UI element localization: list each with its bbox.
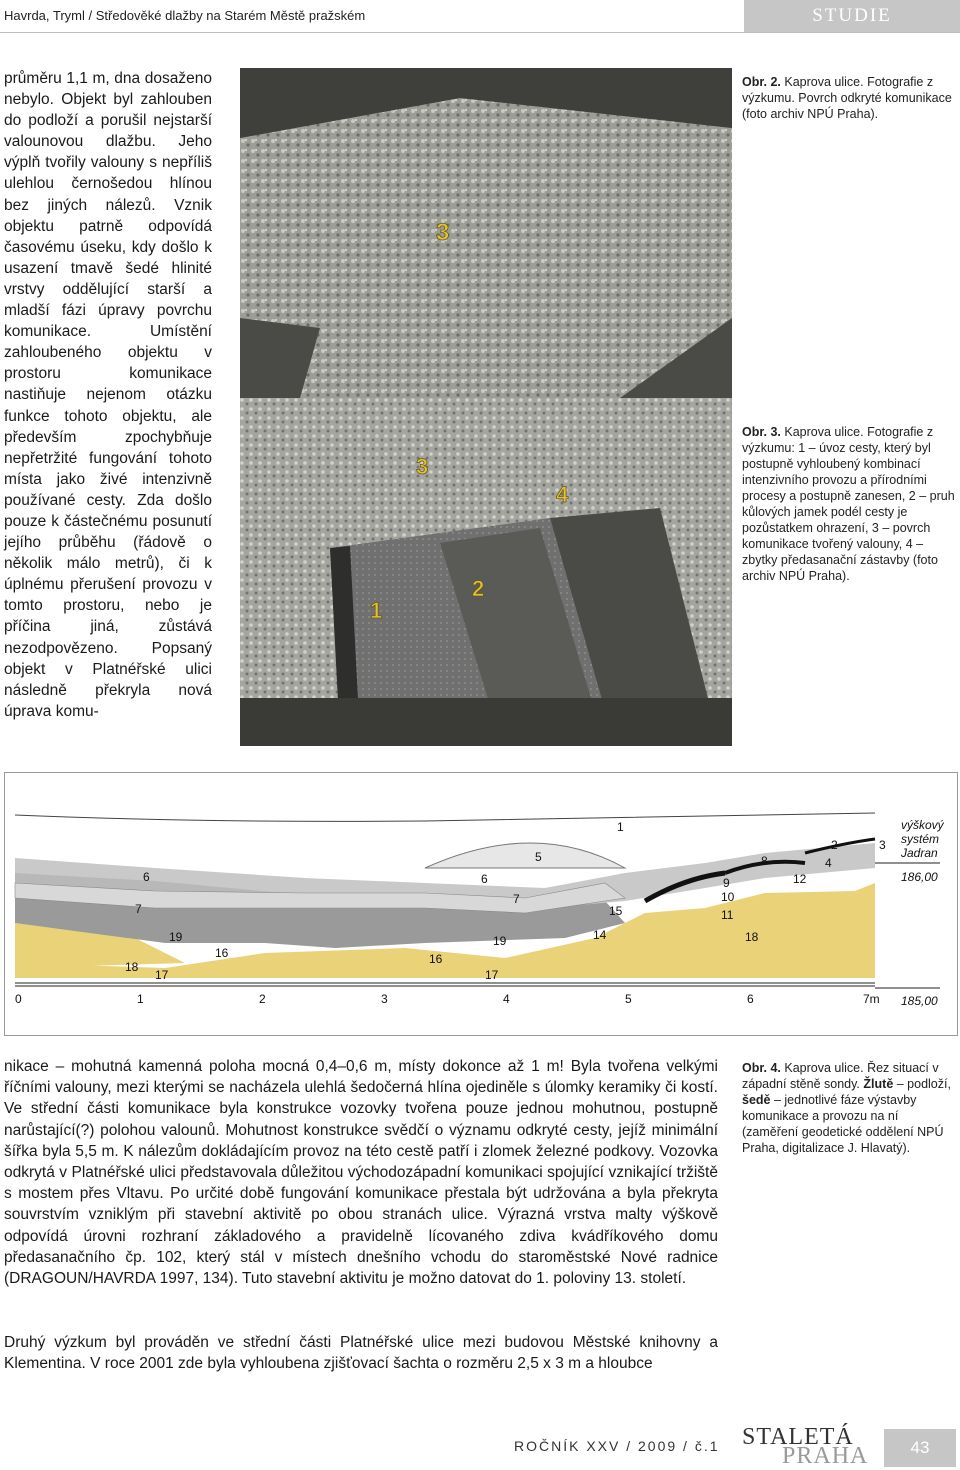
figure-3-caption xyxy=(742,424,956,584)
figure-2-marker-3: 3 xyxy=(436,219,450,246)
figure-2-label: Obr. 2. xyxy=(742,75,781,89)
layer-label-8: 8 xyxy=(761,854,768,868)
layer-label-19a: 19 xyxy=(169,930,183,944)
layer-label-2: 2 xyxy=(831,838,838,852)
layer-label-12: 12 xyxy=(793,872,807,886)
figure-3-image xyxy=(240,398,732,746)
layer-label-9: 9 xyxy=(723,876,730,890)
figure-2-caption xyxy=(742,74,956,122)
body-paragraph-1: nikace – mohutná kamenná poloha mocná 0,4–0,6 m, místy dokonce až 1 m! Byla tvořena velkými říčními valouny, mezi kterými se nacházela ulehlá šedočerná hlína ojediněle s úlomky keramiky či kostí. Ve střední části komunikace byla konstrukce vozovky tvořena pouze jednou mohutnou, postupně narůstající(?) polohou valounů. Mohutnost konstrukce svědčí o významu odkryté cesty, jejíž minimální šířka byla 5,5 m. K nálezům dokládajícím provoz na této cestě patří i zlomek železné podkovy. Vozovka odkrytá v Platnéřské ulici představovala důležitou východozápadní komunikaci spojující vznikající tržiště s mostem přes Vltavu. Po určité době fungování komunikace přestala být udržována a byla překryta souvrstvím vzniklým při stavební aktivitě po obou stranách ulice. Výrazná vrstva malty výškově odpovídá úrovni rozhraní základového a pravidelně lícovaného zdiva kvádříkového domu předasanačního čp. 102, který stál v místech dnešního vchodu do staroměstské Nové radnice (DRAGOUN/HAVRDA 1997, 134). Tuto stavební aktivitu je možno datovat do 1. poloviny 13. století. xyxy=(4,1058,718,1288)
figure-2-photo xyxy=(240,68,732,398)
layer-label-7a: 7 xyxy=(135,902,142,916)
figure-3-label: Obr. 3. xyxy=(742,425,781,439)
legend-line-3: Jadran xyxy=(901,846,938,860)
layer-label-14: 14 xyxy=(593,928,607,942)
layer-label-1: 1 xyxy=(617,820,624,834)
scale-tick-0: 0 xyxy=(15,992,22,1006)
layer-label-3: 3 xyxy=(879,838,886,852)
layer-label-17a: 17 xyxy=(155,968,169,982)
body-paragraph-2: Druhý výzkum byl prováděn ve střední části Platnéřské ulice mezi budovou Městské knihovny a Klementina. V roce 2001 zde byla vyhloubena zjišťovací šachta o rozměru 2,5 x 3 m a hloubce xyxy=(4,1334,718,1373)
layer-label-17b: 17 xyxy=(485,968,499,982)
left-column-text: průměru 1,1 m, dna dosaženo nebylo. Objekt byl zahlouben do podloží a porušil nejstarší valounovou dlažbu. Jeho výplň tvořily valouny s nepříliš ulehlou černošedou hlínou bez jiných nálezů. Vznik objektu patrně odpovídá časovému úseku, kdy došlo k usazení tmavě šedé hlinité vrstvy oddělující starší a mladší fázi úpravy povrchu komunikace. Umístění zahloubeného objektu v prostoru komunikace nastiňuje nejenom otázku funkce tohoto objektu, ale především zpochybňuje nepřetržité fungování tohoto místa jako živé intenzivně používané cesty. Zda došlo pouze k částečnému posunutí jejího průběhu (řádově o několik málo metrů), či k úplnému přerušení provozu v tomto prostoru, nebo je příčina jiná, zůstává nezodpovězeno. Popsaný objekt v Platnéřské ulici následně překryla nová úprava komu- xyxy=(4,70,212,720)
footer-issue: ROČNÍK XXV / 2009 / č.1 xyxy=(514,1438,720,1454)
figure-3-caption-text: Kaprova ulice. Fotografie z výzkumu: 1 – úvoz cesty, který byl postupně vyhloubený kombinací intenzivního provozu a přírodními procesy a postupně zanesen, 2 – pruh kůlových jamek podél cesty je pozůstatkem ohrazení, 3 – povrch komunikace tvořený valouny, 4 – zbytky předasanační zástavby (foto archiv NPÚ Praha). xyxy=(742,425,955,583)
figure-4-caption-b: – podloží, xyxy=(896,1077,951,1091)
scale-tick-7m: 7m xyxy=(863,992,880,1006)
figure-4-label: Obr. 4. xyxy=(742,1061,781,1075)
figure-4-bold-grey: šedě xyxy=(742,1093,771,1107)
figure-4-caption-c: – jednotlivé fáze výstavby komunikace a provozu na ní (zaměření geodetické oddělení NPÚ Praha, digitalizace J. Hlavatý). xyxy=(742,1093,944,1155)
layer-label-15: 15 xyxy=(609,904,623,918)
figure-3-marker-4: 4 xyxy=(556,482,569,507)
layer-label-18a: 18 xyxy=(125,960,139,974)
figure-3-marker-1: 1 xyxy=(370,598,383,623)
figure-2-caption-text: Kaprova ulice. Fotografie z výzkumu. Povrch odkryté komunikace (foto archiv NPÚ Praha). xyxy=(742,75,952,121)
scale-tick-3: 3 xyxy=(381,992,388,1006)
figure-2-image xyxy=(240,68,732,398)
figure-4-section-drawing xyxy=(4,772,958,1036)
footer-logo-line-2: PRAHA xyxy=(782,1443,869,1469)
page-number: 43 xyxy=(884,1429,956,1467)
layer-label-4: 4 xyxy=(825,856,832,870)
legend-line-2: systém xyxy=(901,832,940,846)
scale-tick-4: 4 xyxy=(503,992,510,1006)
layer-label-6b: 6 xyxy=(481,872,488,886)
footer-logo-line-1: STALETÁ xyxy=(742,1424,854,1450)
figure-3-photo xyxy=(240,398,732,746)
layer-label-6a: 6 xyxy=(143,870,150,884)
scale-tick-2: 2 xyxy=(259,992,266,1006)
figure-4-caption-a: Kaprova ulice. Řez situací v západní stěně sondy. xyxy=(742,1061,939,1091)
layer-label-16b: 16 xyxy=(429,952,443,966)
layer-label-18b: 18 xyxy=(745,930,759,944)
elevation-185: 185,00 xyxy=(901,994,938,1008)
layer-label-11: 11 xyxy=(721,908,734,922)
legend-line-1: výškový xyxy=(901,818,944,832)
page-header xyxy=(0,0,960,33)
figure-3-marker-3: 3 xyxy=(416,454,429,479)
layer-label-7b: 7 xyxy=(513,892,520,906)
layer-label-16a: 16 xyxy=(215,946,229,960)
layer-label-10: 10 xyxy=(721,890,735,904)
layer-label-5: 5 xyxy=(535,850,542,864)
layer-label-19b: 19 xyxy=(493,934,507,948)
scale-tick-6: 6 xyxy=(747,992,754,1006)
elevation-186: 186,00 xyxy=(901,870,938,884)
figure-4-bold-yellow: Žlutě xyxy=(863,1077,894,1091)
figure-4-caption xyxy=(742,1060,956,1156)
figure-4-svg xyxy=(5,773,957,1035)
scale-tick-1: 1 xyxy=(137,992,144,1006)
scale-tick-5: 5 xyxy=(625,992,632,1006)
running-title: Havrda, Tryml / Středověké dlažby na Starém Městě pražském xyxy=(4,8,366,23)
figure-3-marker-2: 2 xyxy=(472,576,485,601)
section-tag: STUDIE xyxy=(744,0,960,32)
